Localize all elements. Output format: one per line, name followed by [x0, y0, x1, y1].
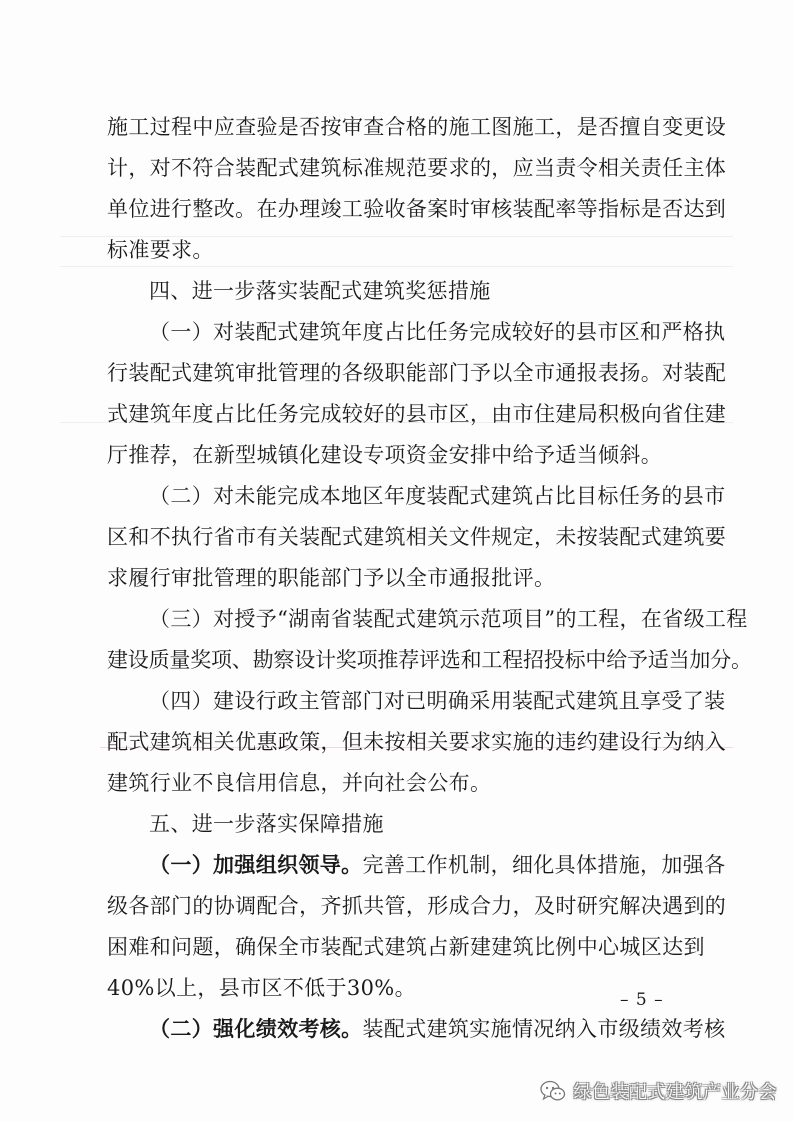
- paragraph-line: （二）对未能完成本地区年度装配式建筑占比目标任务的县市: [149, 484, 726, 508]
- bold-lead-in: （二）强化绩效考核。: [149, 1017, 363, 1041]
- paragraph-line: 区和不执行省市有关装配式建筑相关文件规定，未按装配式建筑要: [107, 525, 727, 549]
- section-heading-4: 四、进一步落实装配式建筑奖惩措施: [149, 279, 491, 303]
- paragraph-text: 装配式建筑实施情况纳入市级绩效考核: [362, 1017, 726, 1041]
- paragraph-line: 级各部门的协调配合，齐抓共管，形成合力，及时研究解决遇到的: [107, 894, 727, 918]
- paragraph-line: 求履行审批管理的职能部门予以全市通报批评。: [107, 566, 556, 590]
- paragraph-line: 施工过程中应查验是否按审查合格的施工图施工，是否擅自变更设: [107, 115, 727, 139]
- paragraph-line: 计，对不符合装配式建筑标准规范要求的，应当责令相关责任主体: [107, 156, 727, 180]
- paragraph-line: [149, 850, 725, 880]
- paragraph-line: 式建筑年度占比任务完成较好的县市区，由市住建局积极向省住建: [107, 402, 727, 426]
- wechat-icon: [540, 1080, 566, 1102]
- paragraph-line: 困难和问题，确保全市装配式建筑占新建建筑比例中心城区达到: [107, 935, 705, 959]
- paragraph-line: （四）建设行政主管部门对已明确采用装配式建筑且享受了装: [149, 689, 726, 713]
- watermark: [540, 1078, 778, 1104]
- bleed-through-line: [60, 266, 733, 267]
- paragraph-line: 厅推荐，在新型城镇化建设专项资金安排中给予适当倾斜。: [107, 443, 663, 467]
- paragraph-line: （三）对授予“湖南省装配式建筑示范项目”的工程，在省级工程: [149, 607, 748, 631]
- paragraph-line: 配式建筑相关优惠政策，但未按相关要求实施的违约建设行为纳入: [107, 730, 727, 754]
- paragraph-line: 标准要求。: [107, 238, 214, 262]
- paragraph-line: 建筑行业不良信用信息，并向社会公布。: [107, 771, 492, 795]
- page-number: – 5 –: [620, 990, 664, 1010]
- section-heading-5: 五、进一步落实保障措施: [149, 812, 384, 836]
- bold-lead-in: （一）加强组织领导。: [149, 853, 363, 877]
- paragraph-text: 完善工作机制，细化具体措施，加强各: [362, 853, 726, 877]
- paragraph-line: （一）对装配式建筑年度占比任务完成较好的县市区和严格执: [149, 320, 726, 344]
- paragraph-line: 行装配式建筑审批管理的各级职能部门予以全市通报表扬。对装配: [107, 361, 727, 385]
- watermark-text: 绿色装配式建筑产业分会: [573, 1082, 777, 1103]
- paragraph-line: 建设质量奖项、勘察设计奖项推荐评选和工程招投标中给予适当加分。: [107, 648, 752, 672]
- paragraph-line: 40%以上，县市区不低于30%。: [107, 976, 416, 1000]
- paragraph-line: 单位进行整改。在办理竣工验收备案时审核装配率等指标是否达到: [107, 197, 727, 221]
- paragraph-line: [149, 1014, 725, 1044]
